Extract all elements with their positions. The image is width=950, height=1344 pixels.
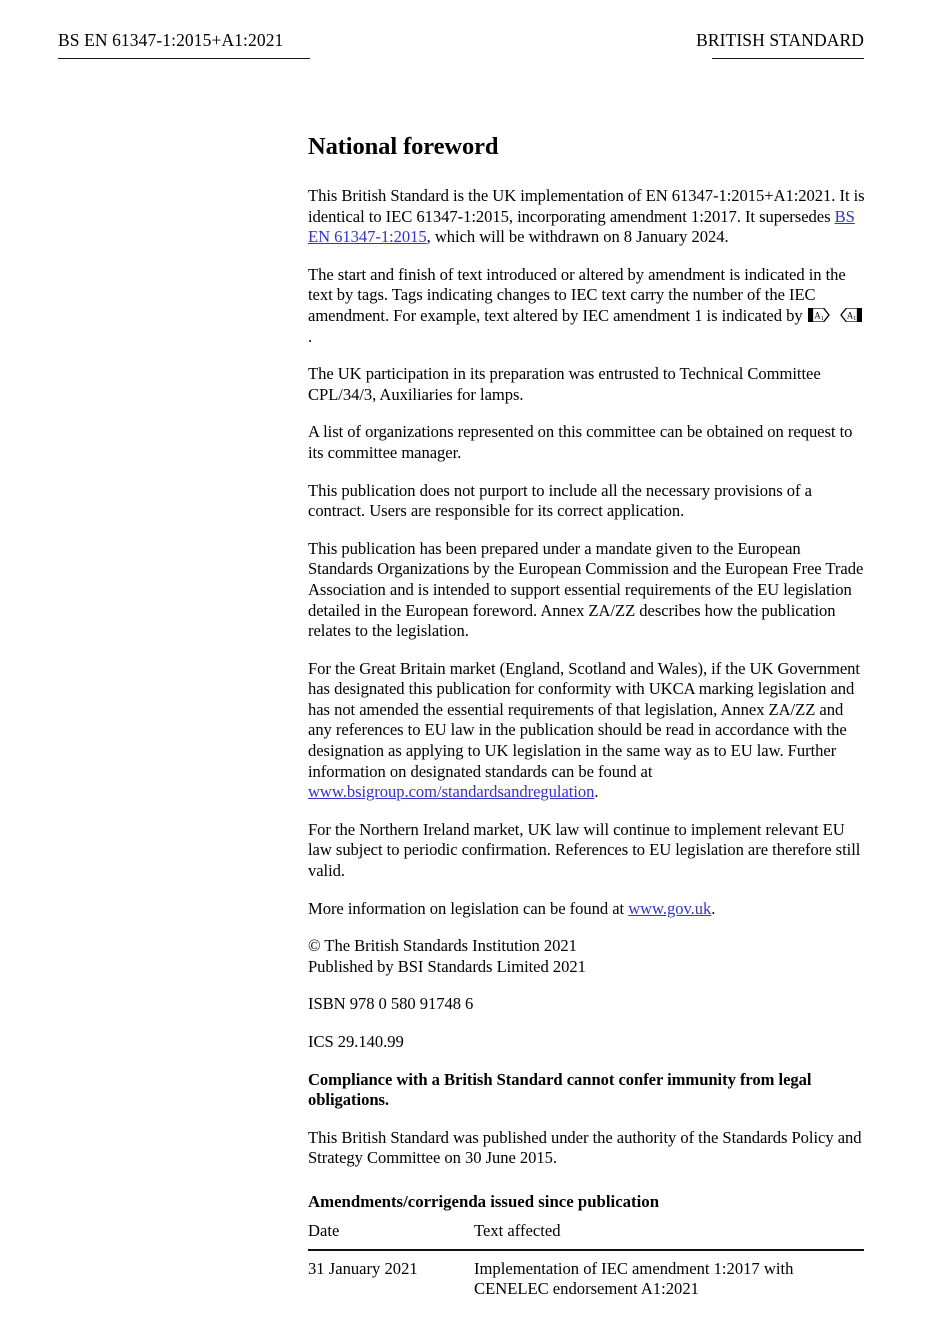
amendments-heading: Amendments/corrigenda issued since publication <box>308 1191 660 1211</box>
paragraph-great-britain-text-before: For the Great Britain market (England, Scotland and Wales), if the UK Government has designated this publication for conformity with UKCA marking legislation and has not amended the essential requirements of that legislation, Annex ZA/ZZ and any references to EU law in the publication should be read in accordance with the designation as applying to UK legislation in the same way as to EU law. Further information on designated standards can be found at <box>308 658 860 781</box>
svg-text:A1: A1 <box>813 310 824 322</box>
paragraph-great-britain-text-after: . <box>594 782 599 802</box>
header-standard-number: BS EN 61347-1:2015+A1:2021 <box>58 30 284 50</box>
column-header-date: Date <box>308 1220 340 1240</box>
paragraph-provisions: This publication does not purport to include all the necessary provisions of a contract. Users are responsible for its correct application. <box>308 480 812 521</box>
document-body <box>308 132 866 1300</box>
paragraph-uk-participation: The UK participation in its preparation was entrusted to Technical Committee CPL/34/3, Auxiliaries for lamps. <box>308 364 821 404</box>
page-title: National foreword <box>308 133 499 160</box>
amendments-table <box>308 1221 864 1300</box>
paragraph-more-information-text-before: More information on legislation can be found at <box>308 898 629 918</box>
table-row <box>308 1250 864 1300</box>
column-header-text-affected: Text affected <box>474 1220 561 1240</box>
header-publication-type: BRITISH STANDARD <box>696 30 864 50</box>
ics-line: ICS 29.140.99 <box>308 1032 404 1051</box>
svg-text:A1: A1 <box>846 310 857 322</box>
copyright-line-1: © The British Standards Institution 2021 <box>308 936 577 956</box>
paragraph-implementation-text-after: , which will be withdrawn on 8 January 2024. <box>426 227 729 247</box>
paragraph-northern-ireland: For the Northern Ireland market, UK law will continue to implement relevant EU law subject to periodic confirmation. References to EU legislation are therefore still valid. <box>308 819 861 881</box>
cell-amendment-text-affected: Implementation of IEC amendment 1:2017 with CENELEC endorsement A1:2021 <box>474 1258 794 1299</box>
paragraph-great-britain <box>308 659 866 803</box>
link-gov-uk[interactable]: www.gov.uk <box>628 898 712 918</box>
cell-amendment-date: 31 January 2021 <box>308 1258 418 1278</box>
publication-authority: This British Standard was published under the authority of the Standards Policy and Strategy Committee on 30 June 2015. <box>308 1127 862 1168</box>
paragraph-mandate: This publication has been prepared under a mandate given to the European Standards Organizations by the European Commission and the European Free Trade Association and is intended to support essential requirements of the EU legislation detailed in the European foreword. Annex ZA/ZZ describes how the publication relates to the legislation. <box>308 538 864 641</box>
table-header-row <box>308 1221 864 1250</box>
header-rule-right <box>712 58 864 59</box>
compliance-statement: Compliance with a British Standard cannot confer immunity from legal obligations. <box>308 1069 812 1110</box>
copyright-line-2: Published by BSI Standards Limited 2021 <box>308 956 586 976</box>
paragraph-organizations: A list of organizations represented on this committee can be obtained on request to its committee manager. <box>308 422 853 462</box>
amendment-end-tag-icon <box>840 308 862 322</box>
paragraph-amendment-tags-text-before: The start and finish of text introduced or altered by amendment is indicated in the text by tags. Tags indicating changes to IEC text carry the number of the IEC amendment. For example, text altered by IEC amendment 1 is indicated by <box>308 264 846 325</box>
paragraph-implementation <box>308 186 866 248</box>
paragraph-implementation-text-before: This British Standard is the UK implementation of EN 61347-1:2015+A1:2021. It is identical to IEC 61347-1:2015, incorporating amendment 1:2017. It supersedes <box>308 186 865 226</box>
isbn-line: ISBN 978 0 580 91748 6 <box>308 994 474 1014</box>
paragraph-amendment-tags-text-after: . <box>308 326 313 346</box>
amendments-section <box>308 1191 866 1300</box>
paragraph-more-information-text-after: . <box>711 898 716 918</box>
amendment-start-tag-icon <box>808 308 830 322</box>
page-header <box>58 30 864 70</box>
header-rule-left <box>58 58 310 59</box>
paragraph-amendment-tags <box>308 265 866 347</box>
paragraph-more-information <box>308 899 866 920</box>
link-bs-en-61347-1-2015[interactable]: BS EN 61347-1:2015 <box>308 206 855 247</box>
link-bsigroup-standardsandregulation[interactable]: www.bsigroup.com/standardsandregulation <box>308 782 595 802</box>
